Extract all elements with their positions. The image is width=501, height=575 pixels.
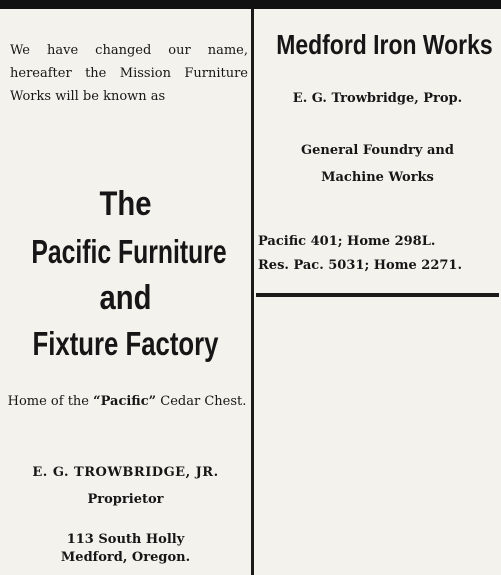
pacific-furniture-ad	[0, 9, 251, 575]
tagline-text: Home of the	[7, 394, 94, 409]
phone-line-business: Pacific 401; Home 298L.	[258, 234, 436, 249]
tagline-text-end: Cedar Chest.	[156, 394, 247, 409]
iron-works-title: Medford Iron Works	[276, 29, 493, 60]
tagline-brand: “Pacific”	[93, 394, 157, 409]
address	[0, 531, 251, 567]
phone-line-residence: Res. Pac. 5031; Home 2271.	[258, 258, 462, 273]
top-rule	[0, 0, 501, 9]
address-line-street: 113 South Holly	[66, 532, 185, 547]
description-line-2: Machine Works	[321, 170, 434, 185]
ad-heading-line-2: Pacific Furniture	[31, 233, 227, 270]
proprietor-title: Proprietor	[87, 492, 164, 507]
medford-iron-works-ad	[254, 9, 501, 575]
name-change-notice: We have changed our name, hereafter the Mission Furniture Works will be known as	[10, 43, 248, 104]
cedar-chest-tagline	[6, 392, 248, 411]
right-ad-bottom-rule	[256, 293, 499, 297]
phone-numbers	[258, 230, 501, 278]
ad-heading-line-3: and	[99, 279, 152, 317]
description-line-1: General Foundry and	[301, 143, 454, 158]
iron-works-proprietor: E. G. Trowbridge, Prop.	[292, 91, 463, 106]
ad-heading-line-1: The	[99, 185, 152, 223]
address-line-city: Medford, Oregon.	[60, 550, 191, 565]
ad-heading-line-4: Fixture Factory	[32, 325, 219, 362]
proprietor-name: E. G. TROWBRIDGE, JR.	[32, 465, 219, 480]
iron-works-description	[254, 137, 501, 191]
